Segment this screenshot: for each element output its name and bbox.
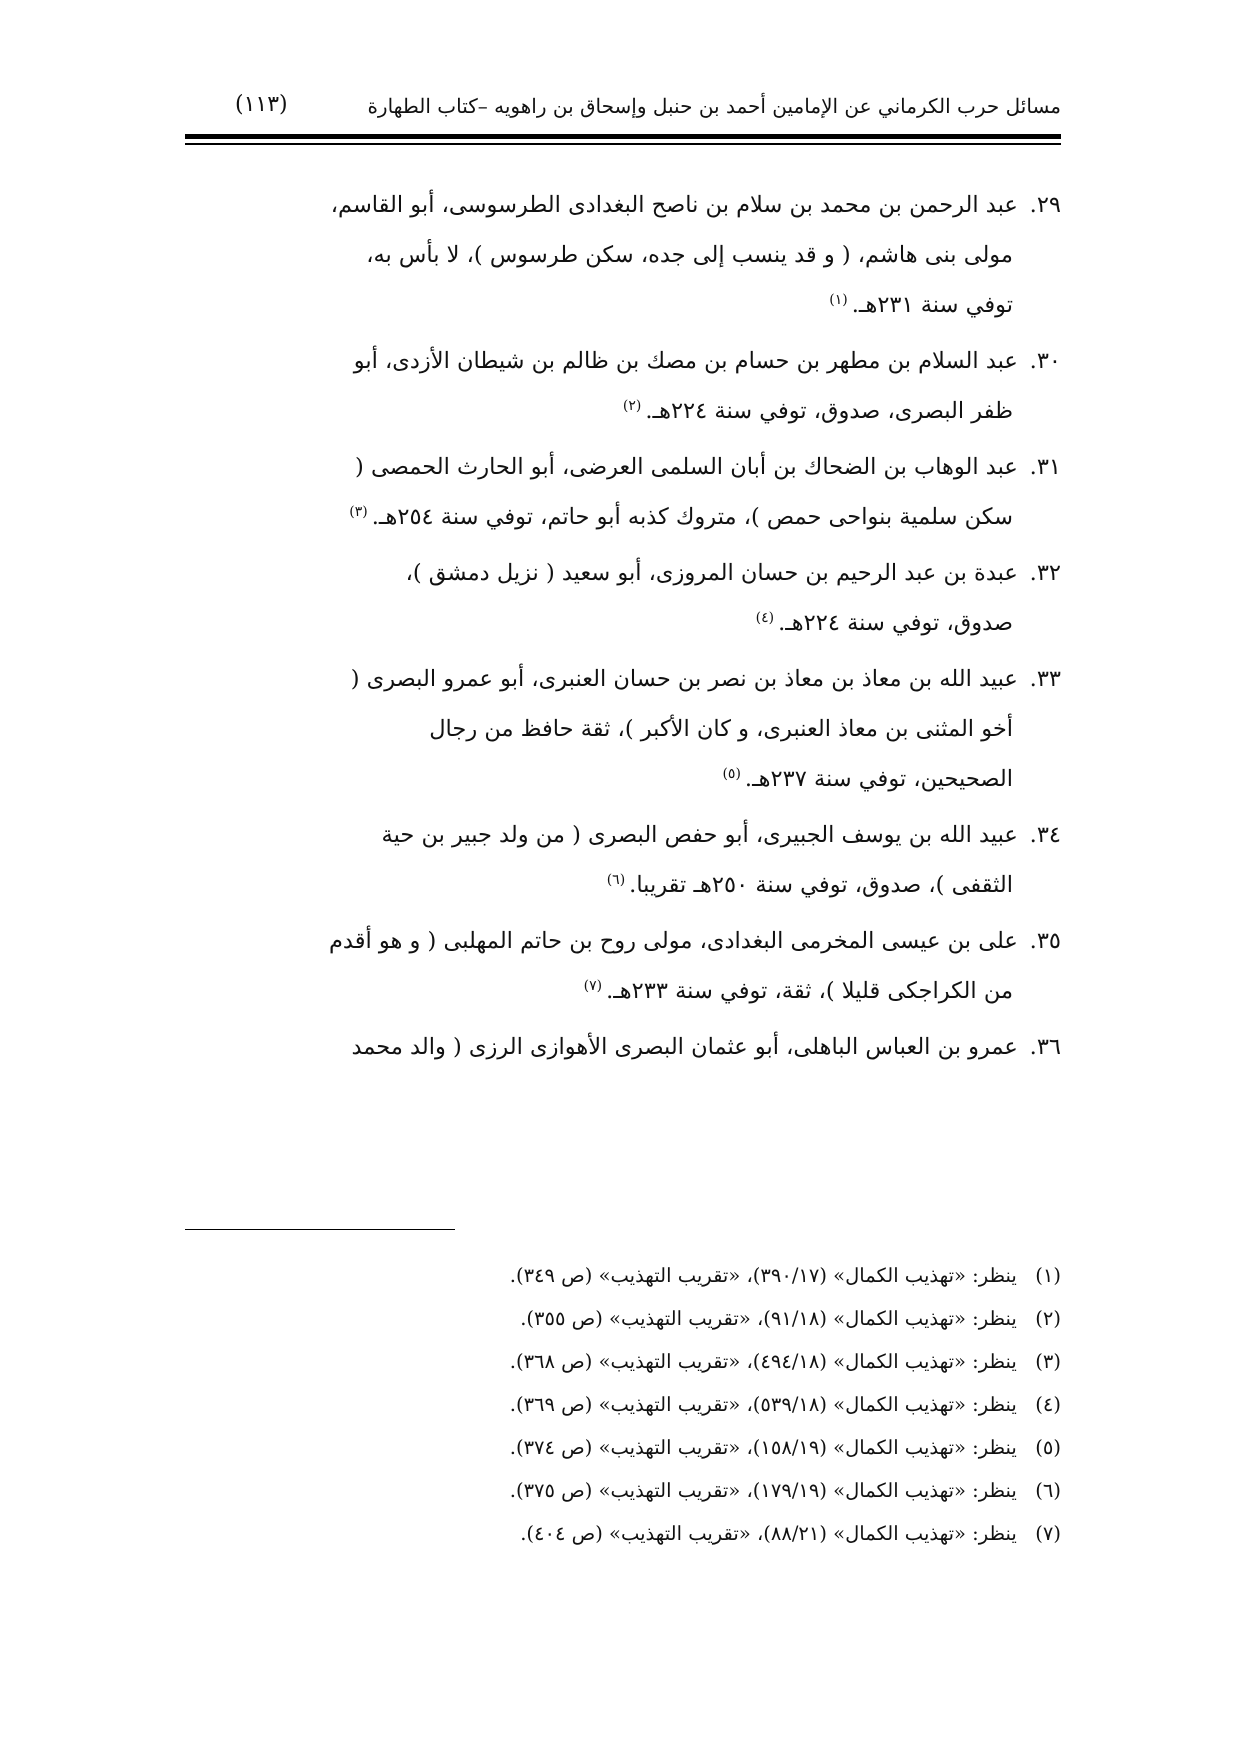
entry-number: ٣٤. <box>1029 822 1061 848</box>
footnote-number: (٦) <box>1035 1479 1061 1502</box>
footnote-item <box>181 1340 1061 1383</box>
entry-line: عبد الوهاب بن الضحاك بن أبان السلمى العرضى، أبو الحارث الحمصى ( <box>355 454 1018 480</box>
footnote-item <box>181 1383 1061 1426</box>
footnote-text: ينظر: «تهذيب الكمال» (١٧٩/١٩)، «تقريب التهذيب» (ص ٣٧٥). <box>509 1479 1017 1502</box>
narrator-entry <box>181 336 1061 436</box>
entry-line: توفي سنة ٢٣١هـ. <box>851 292 1013 318</box>
entry-line: الصحيحين، توفي سنة ٢٣٧هـ. <box>744 766 1013 792</box>
header-rule-thick <box>185 134 1061 139</box>
entry-line: ظفر البصرى، صدوق، توفي سنة ٢٢٤هـ. <box>645 398 1013 424</box>
footnote-number: (٤) <box>1035 1393 1061 1416</box>
footnote-text: ينظر: «تهذيب الكمال» (٤٩٤/١٨)، «تقريب التهذيب» (ص ٣٦٨). <box>509 1350 1017 1373</box>
footnote-number: (٣) <box>1035 1350 1061 1373</box>
footnote-reference[interactable]: (٦) <box>606 871 626 888</box>
footnote-text: ينظر: «تهذيب الكمال» (٣٩٠/١٧)، «تقريب التهذيب» (ص ٣٤٩). <box>509 1264 1017 1287</box>
footnote-number: (١) <box>1035 1264 1061 1287</box>
footnote-item <box>181 1297 1061 1340</box>
entry-line: عبدة بن عبد الرحيم بن حسان المروزى، أبو سعيد ( نزيل دمشق )، <box>405 560 1018 586</box>
narrator-entry <box>181 810 1061 910</box>
footnote-item <box>181 1469 1061 1512</box>
entry-line: مولى بنى هاشم، ( و قد ينسب إلى جده، سكن طرسوس )، لا بأس به، <box>366 242 1013 268</box>
narrator-entry <box>181 654 1061 804</box>
footnotes-list <box>181 1254 1061 1555</box>
narrator-entry <box>181 1022 1061 1072</box>
footnote-text: ينظر: «تهذيب الكمال» (١٥٨/١٩)، «تقريب التهذيب» (ص ٣٧٤). <box>509 1436 1017 1459</box>
entry-line: عبيد الله بن معاذ بن معاذ بن نصر بن حسان العنبرى، أبو عمرو البصرى ( <box>350 666 1018 692</box>
entry-line: عبد السلام بن مطهر بن حسام بن مصك بن ظالم بن شيطان الأزدى، أبو <box>353 348 1018 374</box>
narrator-entry <box>181 916 1061 1016</box>
footnote-text: ينظر: «تهذيب الكمال» (٥٣٩/١٨)، «تقريب التهذيب» (ص ٣٦٩). <box>509 1393 1017 1416</box>
narrator-entry <box>181 180 1061 330</box>
entry-line: من الكراجكى قليلا )، ثقة، توفي سنة ٢٣٣هـ. <box>606 978 1013 1004</box>
entry-number: ٣٠. <box>1029 348 1061 374</box>
entry-line: عمرو بن العباس الباهلى، أبو عثمان البصرى الأهوازى الرزى ( والد محمد <box>351 1034 1018 1060</box>
footnote-reference[interactable]: (١) <box>829 291 848 308</box>
entry-line: على بن عيسى المخرمى البغدادى، مولى روح بن حاتم المهلبى ( و هو أقدم <box>328 928 1018 954</box>
page-number: (١١٣) <box>235 92 288 117</box>
footnote-item <box>181 1426 1061 1469</box>
header-rule-thin <box>185 143 1061 145</box>
entry-number: ٣١. <box>1029 454 1061 480</box>
entry-line: عبيد الله بن يوسف الجبيرى، أبو حفص البصرى ( من ولد جبير بن حية <box>381 822 1018 848</box>
entry-line: صدوق، توفي سنة ٢٢٤هـ. <box>778 610 1013 636</box>
entry-line: عبد الرحمن بن محمد بن سلام بن ناصح البغدادى الطرسوسى، أبو القاسم، <box>330 192 1018 218</box>
footnote-number: (٥) <box>1035 1436 1061 1459</box>
footnote-text: ينظر: «تهذيب الكمال» (٨٨/٢١)، «تقريب التهذيب» (ص ٤٠٤). <box>520 1522 1017 1545</box>
footnote-number: (٢) <box>1035 1307 1061 1330</box>
entry-number: ٢٩. <box>1029 192 1061 218</box>
footnote-reference[interactable]: (٥) <box>722 765 741 782</box>
narrator-entry <box>181 442 1061 542</box>
footnote-text: ينظر: «تهذيب الكمال» (٩١/١٨)، «تقريب التهذيب» (ص ٣٥٥). <box>520 1307 1017 1330</box>
footnote-separator <box>185 1229 455 1230</box>
entry-line: الثقفى )، صدوق، توفي سنة ٢٥٠هـ تقريبا. <box>629 872 1013 898</box>
narrator-list <box>181 180 1061 1078</box>
entry-number: ٣٣. <box>1029 666 1061 692</box>
entry-line: سكن سلمية بنواحى حمص )، متروك كذبه أبو حاتم، توفي سنة ٢٥٤هـ. <box>371 504 1013 530</box>
footnote-number: (٧) <box>1035 1522 1061 1545</box>
narrator-entry <box>181 548 1061 648</box>
entry-number: ٣٢. <box>1029 560 1061 586</box>
entry-line: أخو المثنى بن معاذ العنبرى، و كان الأكبر )، ثقة حافظ من رجال <box>429 716 1013 742</box>
entry-number: ٣٦. <box>1029 1034 1061 1060</box>
running-title: مسائل حرب الكرماني عن الإمامين أحمد بن حنبل وإسحاق بن راهويه –كتاب الطهارة <box>367 94 1061 118</box>
page-header <box>185 88 1061 132</box>
footnote-reference[interactable]: (٤) <box>755 609 775 626</box>
footnote-item <box>181 1254 1061 1297</box>
footnote-reference[interactable]: (٢) <box>622 397 642 414</box>
entry-number: ٣٥. <box>1029 928 1061 954</box>
footnote-item <box>181 1512 1061 1555</box>
footnote-reference[interactable]: (٧) <box>583 977 603 994</box>
footnote-reference[interactable]: (٣) <box>349 503 368 520</box>
